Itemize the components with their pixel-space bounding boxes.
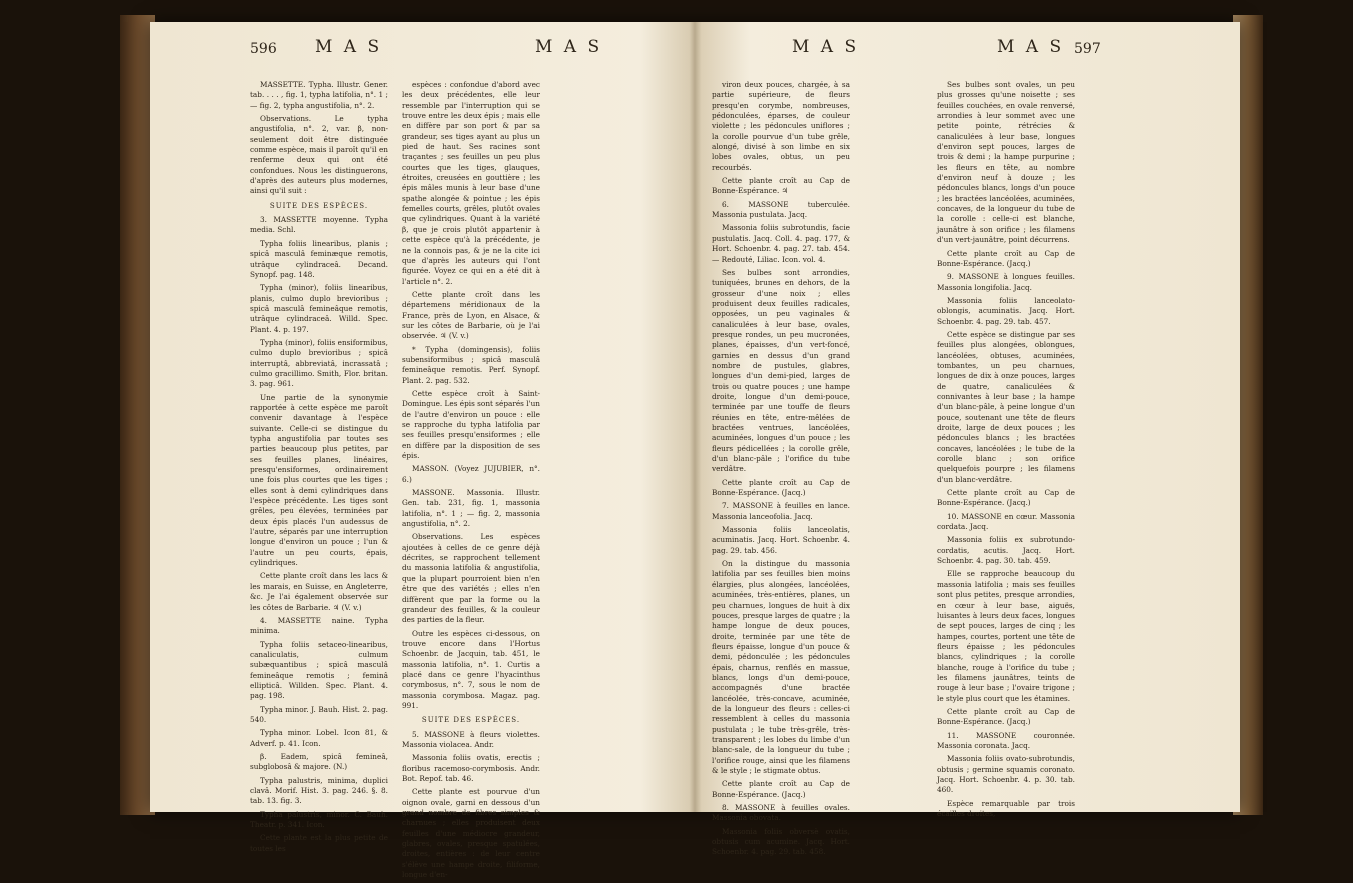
paragraph: Massonia foliis ovato-subrotundis, obtusis ; germine squamis coronato. Jacq. Hort. Schoenbr. 4. p. 30. tab. 460. [937, 754, 1075, 795]
running-head: M A S [997, 37, 1065, 57]
paragraph: viron deux pouces, chargée, à sa partie supérieure, de fleurs presqu'en corymbe, nombreuses, pédonculées, éparses, de couleur violette ; les pédoncules uniflores ; la corolle pourvue d'un tube grêle, alongé, divisé à son limbe en six lobes ovales, obtus, un peu recourbés. [712, 80, 850, 172]
paragraph: 7. MASSONE à feuilles en lance. Massonia lanceofolia. Jacq. [712, 501, 850, 521]
paragraph: Massonia foliis ex subrotundo-cordatis, acutis. Jacq. Hort. Schoenbr. 4. pag. 30. tab. 459. [937, 535, 1075, 566]
paragraph: MASSON. (Voyez JUJUBIER, n°. 6.) [402, 464, 540, 484]
paragraph: Typha palustris, minima, duplici clavâ. Morif. Hist. 3. pag. 246. §. 8. tab. 13. fig. 3. [250, 775, 388, 806]
right-column-1 [712, 80, 850, 861]
paragraph: Cette plante est la plus petite de toutes les [250, 833, 388, 853]
paragraph: Cette plante croît au Cap de Bonne-Espérance. (Jacq.) [712, 477, 850, 498]
paragraph: 5. MASSONE à fleurs violettes. Massonia violacea. Andr. [402, 729, 540, 749]
paragraph: Typha foliis setaceo-linearibus, canaliculatis, culmum subæquantibus ; spicâ masculâ femineâque remotis ; feminâ ellipticâ. Willden. Spec. Plant. 4. pag. 198. [250, 639, 388, 701]
paragraph: Observations. Le typha angustifolia, n°. 2, var. β, non-seulement doit être distinguée comme espèce, mais il paroît qu'il en renferme deux qui ont été confondues. Nous les distinguerons, d'après des auteurs plus modernes, ainsi qu'il suit : [250, 114, 388, 196]
left-page-header [250, 37, 630, 68]
paragraph: espèces : confondue d'abord avec les deux précédentes, elle leur ressemble par l'interruption qui se trouve entre les deux épis ; mais elle en diffère par son port & par sa grandeur, ses tiges ayant au plus un pied de haut. Ses racines sont traçantes ; ses feuilles un peu plus courtes que les tiges, glauques, étroites, creusées en gouttière ; les épis mâles munis à leur base d'une spathe alongée & pointue ; les épis femelles courts, grêles, plutôt ovales que cylindriques. Quant à la variété β, que je crois plutôt appartenir à cette espèce qu'à la précédente, je ne la connois pas, & je ne la cite ici que d'après les auteurs qui l'ont figurée. Voyez ce qui en a été dit à l'article n°. 2. [402, 80, 540, 286]
paragraph: β. Eadem, spicâ femineâ, subglobosâ & majore. (N.) [250, 751, 388, 772]
paragraph: 9. MASSONE à longues feuilles. Massonia longifolia. Jacq. [937, 272, 1075, 292]
paragraph: Cette plante croît dans les lacs & les marais, en Suisse, en Angleterre, &c. Je l'ai également observée sur les côtes de Barbarie. ♃ (V. v.) [250, 571, 388, 612]
paragraph: On la distingue du massonia latifolia par ses feuilles bien moins élargies, plus alongées, lancéolées, acuminées, très-entières, planes, un peu charnues, longues de huit à dix pouces, presque larges de quatre ; la hampe longue de deux pouces, droite, terminée par une tête de fleurs épaisse, longue d'un pouce & demi, pédonculée ; les pédoncules épais, charnus, renflés en massue, blancs, longs d'un demi-pouce, accompagnés d'une bractée lancéolée, très-concave, acuminée, de la longueur des fleurs : celles-ci ressemblent à celles du massonia pustulata ; le tube très-grêle, très-transparent ; les lobes du limbe d'un blanc-sale, de la longueur du tube ; l'orifice rouge, ainsi que les filamens & le style ; le stigmate obtus. [712, 559, 850, 775]
paragraph: 6. MASSONE tuberculée. Massonia pustulata. Jacq. [712, 199, 850, 220]
paragraph: 3. MASSETTE moyenne. Typha media. Schl. [250, 215, 388, 235]
running-head: M A S [535, 37, 603, 57]
paragraph: Cette plante croît au Cap de Bonne-Espérance. (Jacq.) [937, 706, 1075, 727]
paragraph: Ses bulbes sont arrondies, tuniquées, brunes en dehors, de la grosseur d'une noix ; elles produisent deux feuilles radicales, opposées, un peu vaginales & canaliculées à leur base, ovales, presque rondes, un peu mucronées, planes, épaisses, d'un vert-foncé, garnies en dessus d'un grand nombre de pustules, glabres, longues d'un demi-pied, larges de trois ou quatre pouces ; une hampe droite, longue d'un demi-pouce, terminée par une touffe de fleurs réunies en tête, entre-mêlées de bractées ventrues, lancéolées, acuminées, longues d'un pouce ; les fleurs pédicellées ; la corolle grêle, d'un blanc-pâle ; l'orifice du tube verdâtre. [712, 267, 850, 474]
page-number: 597 [1074, 41, 1101, 57]
paragraph: 8. MASSONE à feuilles ovales. Massonia obovata. [712, 803, 850, 823]
paragraph: Cette plante croît au Cap de Bonne-Espérance. (Jacq.) [712, 779, 850, 799]
paragraph: Typha foliis linearibus, planis ; spicâ masculâ feminæque remotis, utrâque cylindraceâ. Decand. Synopf. pag. 148. [250, 238, 388, 279]
paragraph: Cette plante croît au Cap de Bonne-Espérance. (Jacq.) [937, 248, 1075, 268]
right-page-header [712, 37, 1101, 68]
paragraph: Elle se rapproche beaucoup du massonia latifolia ; mais ses feuilles sont plus petites, presque arrondies, en cœur à leur base, aiguës, luisantes à leurs deux faces, longues de sept pouces, larges de cinq ; les hampes, courtes, portent une tête de fleurs épaisse ; les pédoncules blancs, cylindriques ; la corolle blanche, rouge à l'orifice du tube ; les filamens jaunâtres, teints de rouge à leur base ; l'ovaire trigone ; le style plus court que les étamines. [937, 569, 1075, 703]
paragraph: 4. MASSETTE naine. Typha minima. [250, 615, 388, 636]
paragraph: Cette plante croît au Cap de Bonne-Espérance. ♃ [712, 176, 850, 196]
paragraph: Typha (minor), foliis linearibus, planis, culmo duplo brevioribus ; spicâ masculâ femineâque remotis, utrâque cylindraceâ. Willd. Spec. Plant. 4. p. 197. [250, 283, 388, 334]
running-head: M A S [315, 37, 383, 57]
paragraph: SUITE DES ESPÈCES. [269, 201, 369, 210]
paragraph: Cette espèce se distingue par ses feuilles plus alongées, oblongues, lancéolées, obtuses, acuminées, tombantes, un peu charnues, longues de dix à onze pouces, larges de quatre, canaliculées & connivantes à leur base ; la hampe d'un blanc-pâle, à peine longue d'un pouce, soutenant une tête de fleurs droite, large de deux pouces ; les pédoncules blancs ; les bractées concaves, lancéolées ; le tube de la corolle blanc ; son orifice quelquefois pourpre ; les filamens d'un blanc-verdâtre. [937, 329, 1075, 484]
paragraph: MASSONE. Massonia. Illustr. Gen. tab. 231, fig. 1, massonia latifolia, n°. 1 ; — fig. 2, massonia angustifolia, n°. 2. [402, 488, 540, 529]
paragraph: Typha minor. J. Bauh. Hist. 2. pag. 540. [250, 704, 388, 724]
paragraph: Espèce remarquable par trois écailles droites, [937, 798, 1075, 819]
paragraph: * Typha (domingensis), foliis subensiformibus ; spicâ masculâ femineâque remotis. Perf. Synopf. Plant. 2. pag. 532. [402, 344, 540, 385]
paragraph: Cette plante est pourvue d'un oignon ovale, garni en dessous d'un grand nombre de fibres simples & charnues ; elles produisent deux feuilles d'une médiocre grandeur, glabres, ovales, presque spatulées, droites, entières : de leur centre s'élève une hampe droite, filiforme, longue d'en- [402, 787, 540, 880]
left-column-2 [402, 80, 540, 883]
paragraph: 10. MASSONE en cœur. Massonia cordata. Jacq. [937, 511, 1075, 532]
page-spread [150, 22, 1240, 880]
paragraph: Typha minor. Lobel. Icon 81, & Adverf. p. 41. Icon. [250, 728, 388, 748]
paragraph: Massonia foliis ovatis, erectis ; floribus racemoso-corymbosis. Andr. Bot. Repof. tab. 46. [402, 753, 540, 783]
paragraph: 11. MASSONE couronnée. Massonia coronata. Jacq. [937, 730, 1075, 750]
paragraph: Observations. Les espèces ajoutées à celles de ce genre déjà décrites, se rapprochent tellement du massonia latifolia & angustifolia, que la plupart pourroient bien n'en être que des variétés ; elles n'en diffèrent que par la forme ou la grandeur des feuilles, & la couleur des parties de la fleur. [402, 532, 540, 625]
paragraph: Une partie de la synonymie rapportée à cette espèce me paroît convenir davantage à l'espèce suivante. Celle-ci se distingue du typha angustifolia par toutes ses parties beaucoup plus petites, par ses feuilles planes, linéaires, presqu'ensiformes, ordinairement une fois plus courtes que les tiges ; elles sont à demi cylindriques dans l'espèce précédente. Les tiges sont grêles, peu élevées, terminées par deux épis placés l'un audessus de l'autre, séparés par une interruption longue d'environ un pouce ; l'un & l'autre un peu courts, épais, cylindriques. [250, 392, 388, 568]
left-column-1 [250, 80, 388, 857]
paragraph: Ses bulbes sont ovales, un peu plus grosses qu'une noisette ; ses feuilles couchées, en ovale renversé, arrondies à leur sommet avec une petite pointe, rétrécies & canaliculées à leur base, longues d'environ sept pouces, larges de trois & demi ; la hampe purpurine ; les fleurs en tête, au nombre d'environ neuf à douze ; les pédoncules blancs, longs d'un pouce ; les bractées lancéolées, acuminées, concaves, de la longueur du tube de la corolle : celle-ci est blanche, jaunâtre à son orifice ; les filamens d'un vert-jaunâtre, point décurrens. [937, 80, 1075, 245]
paragraph: MASSETTE. Typha. Illustr. Gener. tab. . . . , fig. 1, typha latifolia, n°. 1 ; — fig. 2, typha angustifolia, n°. 2. [250, 80, 388, 110]
paragraph: Massonia foliis lanceolato-oblongis, acuminatis. Jacq. Hort. Schoenbr. 4. pag. 29. tab. 457. [937, 295, 1075, 326]
paragraph: Massonia foliis lanceolatis, acuminatis. Jacq. Hort. Schoenbr. 4. pag. 29. tab. 456. [712, 525, 850, 555]
paragraph: Typha (minor), foliis ensiformibus, culmo duplo brevioribus ; spicâ interruptâ, abbreviatâ, incrassatâ ; culmo gracillimo. Smith, Flor. britan. 3. pag. 961. [250, 337, 388, 389]
paragraph: Massonia foliis obversè ovatis, obtusis cum acumine. Jacq. Hort. Schoenbr. 4. pag. 29. tab. 458. [712, 826, 850, 857]
running-head: M A S [792, 37, 860, 57]
page-number: 596 [250, 41, 277, 57]
paragraph: Cette espèce croît à Saint-Domingue. Les épis sont séparés l'un de l'autre d'environ un pouce : elle se rapproche du typha latifolia par ses feuilles presqu'ensiformes ; elle en diffère par la disposition de ses épis. [402, 388, 540, 461]
paragraph: Outre les espèces ci-dessous, on trouve encore dans l'Hortus Schoenbr. de Jacquin, tab. 451, le massonia latifolia, n°. 1. Curtis a placé dans ce genre l'hyacinthus corymbosus, n°. 7, sous le nom de massonia corymbosa. Magaz. pag. 991. [402, 628, 540, 710]
paragraph: Typha palustris, minor. C. Bauh. Theatr. p. 341. Icon. [250, 809, 388, 830]
paragraph: SUITE DES ESPÈCES. [421, 716, 521, 725]
paragraph: Massonia foliis subrotundis, facie pustulatis. Jacq. Coll. 4. pag. 177, & Hort. Schoenbr. 4. pag. 27. tab. 454. — Redouté, Liliac. Icon. vol. 4. [712, 223, 850, 264]
right-column-2 [937, 80, 1075, 822]
paragraph: Cette plante croît dans les départemens méridionaux de la France, près de Lyon, en Alsace, & sur les côtes de Barbarie, où je l'ai observée. ♃ (V. v.) [402, 289, 540, 341]
paragraph: Cette plante croît au Cap de Bonne-Espérance. (Jacq.) [937, 488, 1075, 508]
